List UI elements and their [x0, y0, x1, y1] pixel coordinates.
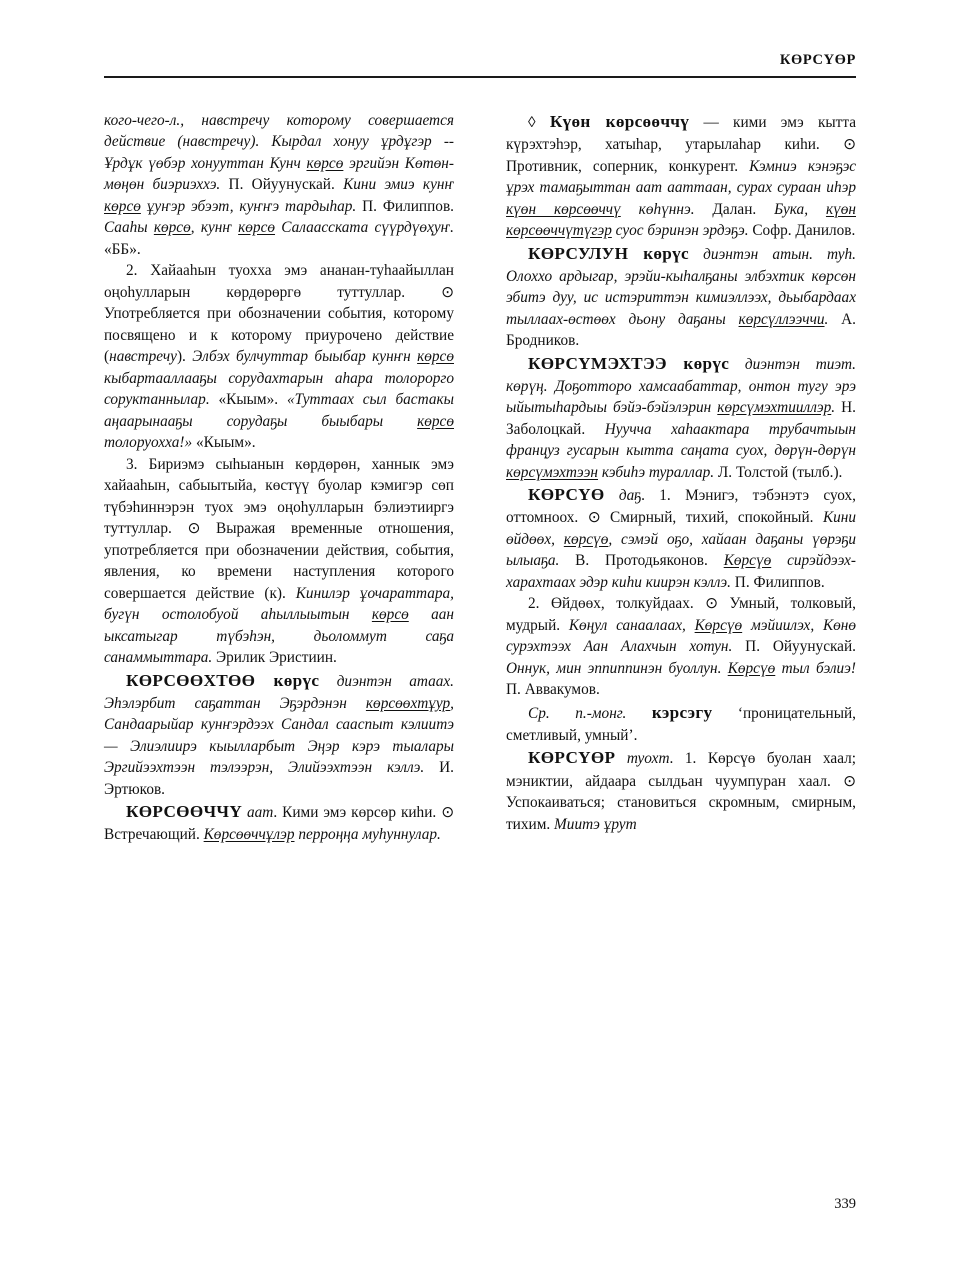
cited-form: көрсө [417, 348, 454, 366]
text-run: диэнтэн атаах. Эһэлэрбит саҕаттан Эҕэрдэнэн [104, 672, 454, 712]
text-run: , Сандаарыйар кунҥэрдээх Сандал сааспыт кэлиитэ — Элиэлиирэ кыылларбыт Эңэр кэрэ тыалары Эргийээхтээн тэлээрэн, Элийээхтээн кэллэ. [104, 694, 454, 777]
cited-form: көрсүмэхтээн [506, 463, 599, 481]
text-run: Кырдал хонуу ұрдұгэр -- Ұрдұк үөбэр хонууттан Кунч [104, 133, 455, 172]
text-run: көһүннэ. [620, 200, 695, 218]
text-run: Умный, толковый, мудрый. [506, 595, 856, 634]
text-run: навстречу [182, 133, 251, 151]
headword: КӨРСҮӨР [528, 748, 616, 768]
cited-form: күөн көрсөөччүтүгэр [506, 200, 856, 240]
text-run: . 1. Мэнигэ, тэбэнэтэ суох, оттомноох. [506, 487, 856, 527]
headword: КӨРСӨӨХТӨӨ [126, 670, 256, 690]
entry-paragraph [104, 454, 454, 669]
text-run: Смирный, тихий, спокойный. [600, 509, 823, 527]
text-run: П. Филиппов. [356, 197, 454, 215]
text-run: Көңул санаалаах, [568, 616, 695, 634]
headword: КӨРСҮМЭХТЭЭ [528, 353, 667, 373]
text-run: В. Протодьяконов. [559, 552, 724, 570]
cited-form: Көрсүө [727, 659, 776, 677]
entry-paragraph [506, 593, 856, 700]
entry-paragraph [506, 352, 856, 484]
text-run: П. Аввакумов. [506, 681, 600, 699]
entry-paragraph [506, 242, 856, 352]
cited-form: көрсө [371, 606, 409, 624]
text-run: . 1. Көрсүө буолан хаал; мэниктии, айдаара сылдьан чуумпуран хаал. [506, 750, 856, 790]
text-run: Миитэ ұрут [554, 815, 637, 833]
cited-form: күөн көрсөөччү [506, 200, 621, 218]
text-run: 2. Хайааһын туохха эмэ ананан-туһаайыллан оңоһулларын көрдөрөргө туттуллар. [104, 262, 454, 301]
text-run: көрүс [255, 670, 320, 690]
entry-paragraph [506, 110, 856, 242]
text-run: кэбиһэ тураллар. [598, 463, 715, 481]
text-run: толоруохха!» [104, 434, 193, 452]
page-number: 339 [834, 1196, 856, 1212]
text-run: диэнтэн тиэт. көрүң. Доҕотторо хамсаабаттар, онтон тугу эрэ ыйытыһардыы бэйэ-бэйэлэрин [506, 355, 857, 417]
text-run: Успокаиваться; становиться скромным, смирным, тихим. [506, 794, 856, 833]
headword: КӨРСУЛУН [528, 243, 629, 263]
text-run: «Туттаах сыл бастакы аңаарынааҕы сорудаҕы быыбары [104, 391, 454, 430]
text-run: ⊙ [441, 283, 454, 301]
entry-paragraph [104, 110, 454, 260]
text-run: Оннук, мин эппиппинэн буоллун. [506, 659, 728, 677]
headword: КӨРСҮӨ [528, 485, 605, 505]
text-run: Күөн көрсөөччү [549, 112, 690, 131]
running-head: КӨРСҮӨР [779, 52, 856, 68]
text-run: П. Ойуунускай. [220, 176, 344, 194]
cited-form: көрсөөхтұур [365, 694, 451, 712]
text-run: ʻпроницательный, сметливый, умныйʼ. [506, 704, 856, 744]
text-run: эргийэн Көтөн-мөңөн биэриэххэ. [104, 154, 454, 194]
cited-form: көрсө [238, 219, 276, 237]
text-run: И. Эртюков. [104, 759, 454, 798]
text-run: «Кыым». [209, 391, 287, 409]
text-run: ◊ [528, 114, 550, 131]
cited-form: көрсүө [563, 530, 609, 548]
text-run: аат [242, 804, 274, 822]
text-run: ⊙ [843, 772, 856, 790]
entry-paragraph [506, 746, 856, 835]
header-rule [104, 76, 856, 78]
text-run: ⊙ [587, 509, 601, 527]
text-run: ). [176, 348, 193, 366]
text-run: тыл бэлиэ! [775, 659, 856, 677]
text-run: Кэмниэ кэнэҕэс ұрэх тамаҕыттан аат ааттаан, сурах сураан иһэр [506, 157, 857, 197]
text-run: даҕ [604, 487, 642, 505]
text-run: Н. Заболоцкай. [506, 399, 856, 438]
text-run: , сэмэй оҕо, хайаан даҕаны үөрэҕи ылыаҕа. [506, 530, 856, 570]
text-run: «ББ». [104, 240, 141, 258]
text-run: 2. Өйдөөх, толкуйдаах. [528, 595, 706, 613]
text-run: Употребляется при обозначении события, которому посвящено и к которому приурочено действие ( [104, 305, 454, 366]
entry-paragraph [104, 669, 454, 801]
text-run: Салаасската сүүрдүөҳуҥ. [275, 219, 454, 237]
text-run: П. Филиппов. [730, 573, 825, 591]
text-run: көрүс [628, 243, 689, 263]
text-run: Выражая временные отношения, употребляется при обозначении действия, события, явления, ко времени наступления которого совершается действие (к). [104, 520, 454, 602]
text-run: диэнтэн атын. туһ. Олоххо ардыгар, эрэйи-кыһалҕаны элбэхтик көрсөн эбитэ дуу, ис истэриттэн кимиэллээх, дьыбардаах тыллаах-өстөөх дьону даҕаны [506, 245, 856, 328]
text-run: Бука, [774, 200, 826, 218]
text-run: ⊙ [187, 520, 201, 538]
column-right [506, 110, 856, 1170]
text-run: ⊙ [843, 136, 856, 154]
text-run: кыбартааллааҕы сорудахтарын аһара толорорго соруктаннылар. [104, 369, 454, 409]
text-run: Нуучча хаһаактара трубачтыын француз гусарын кытта саңата суох, дөрүн-дөрүн [506, 420, 856, 460]
text-run: Кини эмиэ кунҥ [343, 176, 454, 194]
text-run: сирэйдээх-харахтаах эдэр киһи киирэн кэллэ. [506, 552, 856, 591]
cited-form: Көрсүө [694, 616, 743, 634]
text-run: «Кыым». [192, 434, 256, 452]
entry-paragraph [506, 701, 856, 747]
text-run: Софр. Данилов. [748, 222, 856, 240]
text-run: Сааһы [104, 219, 154, 237]
text-run: Кинилэр ұочараттара, бугүн остолобуой аһыллыытын [104, 584, 455, 624]
text-run: — кими эмэ кытта күрэхтэһэр, хатыһар, утарылаһар киһи. [506, 114, 857, 154]
text-run: мэйиилэх, Көнө сурэхтээх Аан Алахчын хотун. [506, 616, 856, 656]
text-run: Элбэх булчуттар быыбар кунҥн [192, 348, 418, 366]
text-run: кого-чего-л., навстречу которому совершается действие ( [104, 112, 454, 151]
cited-form: көрсө [153, 219, 191, 237]
text-run: ). [250, 133, 272, 151]
column-left [104, 110, 454, 1170]
text-run: Л. Толстой (тылб.). [714, 463, 843, 481]
text-run: аан ыксатыгар түбэһэн, дьоломмут саҕа санаммыттара. [104, 606, 454, 667]
cited-form: көрсүллээччи [738, 310, 825, 328]
text-run: Встречающий. [104, 826, 204, 844]
cited-form: көрсө [104, 197, 141, 215]
entry-paragraph [104, 800, 454, 846]
text-run: ұуҥэр эбээт, куҥҥэ тардыһар. [140, 197, 357, 215]
text-run: П. Ойуунускай. [732, 638, 856, 656]
text-run: , кунҥ [190, 219, 239, 237]
text-run: ⊙ [441, 804, 455, 822]
cited-form: Көрсөөччұлэр [203, 826, 295, 844]
text-run: А. Бродников. [506, 310, 856, 350]
text-run: туохт [615, 750, 670, 768]
text-run: көрүс [666, 353, 730, 373]
text-run: суос бэринэн эрдэҕэ. [611, 222, 749, 240]
entry-paragraph [506, 483, 856, 593]
text-run: . [831, 399, 836, 417]
text-run: . Кими эмэ көрсөр киһи. [273, 804, 442, 822]
cited-form: Көрсүө [723, 552, 772, 570]
text-run: Далан. [694, 200, 775, 218]
cited-form: көрсө [306, 154, 344, 172]
headword: КӨРСӨӨЧЧҮ [126, 802, 243, 822]
text-run: ⊙ [705, 595, 718, 613]
text-run: 3. Бириэмэ сыһыанын көрдөрөн, ханнык эмэ хайааһын, сабыытыйа, көстүү буолар кэмигэр сөп түбэһиннэрэн туох эмэ оңоһулларын бэлиэтииргэ туттуллар. [104, 455, 454, 538]
text-run: . [824, 310, 829, 328]
text-run: кэрсэгу [651, 702, 713, 722]
entry-paragraph [104, 260, 454, 453]
text-run: Ср. п.-монг. [528, 704, 652, 722]
text-run: перроңңа муһуннулар. [294, 826, 441, 844]
text-run: Кини өйдөөх, [506, 509, 856, 548]
cited-form: көрсүмэхтииллэр [717, 399, 832, 417]
cited-form: көрсө [417, 412, 454, 430]
text-run: Противник, соперник, конкурент. [506, 157, 750, 175]
text-run: Эрилик Эристиин. [212, 649, 337, 667]
text-run: навстречу [109, 348, 177, 366]
text-columns [104, 110, 856, 1170]
